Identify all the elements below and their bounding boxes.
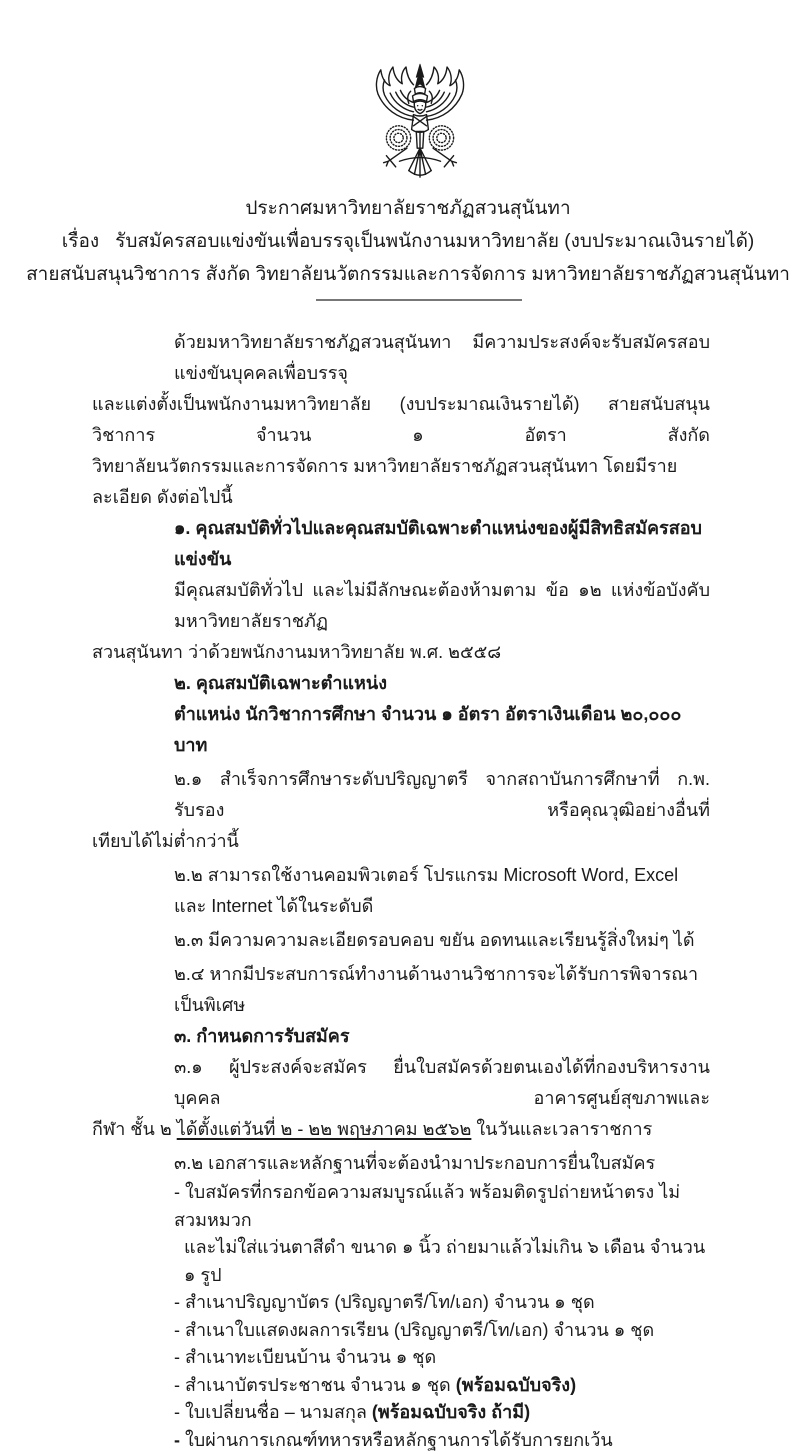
item-3-2: ๓.๒ เอกสารและหลักฐานที่จะต้องนำมาประกอบการยื่นใบสมัคร <box>92 1148 710 1179</box>
document-list-item-6 <box>92 1399 710 1427</box>
document-list-item-1: - ใบสมัครที่กรอกข้อความสมบูรณ์แล้ว พร้อมติดรูปถ่ายหน้าตรง ไม่สวมหมวก <box>92 1179 710 1234</box>
subject-label: เรื่อง <box>62 231 99 252</box>
announcement-org-line: ประกาศมหาวิทยาลัยราชภัฏสวนสุนันทา <box>8 192 808 225</box>
item-2-4: ๒.๔ หากมีประสบการณ์ทำงานด้านงานวิชาการจะได้รับการพิจารณาเป็นพิเศษ <box>92 959 710 1021</box>
item-2-3: ๒.๓ มีความความละเอียดรอบคอบ ขยัน อดทนและเรียนรู้สิ่งใหม่ๆ ได้ <box>92 925 710 956</box>
document-list-item-2: - สำเนาปริญญาบัตร (ปริญญาตรี/โท/เอก) จำนวน ๑ ชุด <box>92 1289 710 1317</box>
announcement-unit-line: สายสนับสนุนวิชาการ สังกัด วิทยาลัยนวัตกรรมและการจัดการ มหาวิทยาลัยราชภัฏสวนสุนันทา <box>8 258 808 291</box>
item-3-1-line-1: ๓.๑ ผู้ประสงค์จะสมัคร ยื่นใบสมัครด้วยตนเองได้ที่กองบริหารงานบุคคล อาคารศูนย์สุขภาพและ <box>92 1052 710 1114</box>
section-2-heading: ๒. คุณสมบัติเฉพาะตำแหน่ง <box>92 668 710 699</box>
document-list-item-5 <box>92 1372 710 1400</box>
intro-line-2: และแต่งตั้งเป็นพนักงานมหาวิทยาลัย (งบประมาณเงินรายได้) สายสนับสนุนวิชาการ จำนวน ๑ อัตรา สังกัด <box>92 389 710 451</box>
item-2-1-line-2: เทียบได้ไม่ต่ำกว่านี้ <box>92 826 710 857</box>
intro-line-3: วิทยาลัยนวัตกรรมและการจัดการ มหาวิทยาลัยราชภัฏสวนสุนันทา โดยมีรายละเอียด ดังต่อไปนี้ <box>92 451 710 513</box>
section-1-line-1: มีคุณสมบัติทั่วไป และไม่มีลักษณะต้องห้ามตาม ข้อ ๑๒ แห่งข้อบังคับมหาวิทยาลัยราชภัฏ <box>92 575 710 637</box>
document-list-item-4: - สำเนาทะเบียนบ้าน จำนวน ๑ ชุด <box>92 1344 710 1372</box>
subject-text: รับสมัครสอบแข่งขันเพื่อบรรจุเป็นพนักงานมหาวิทยาลัย (งบประมาณเงินรายได้) <box>115 231 754 252</box>
intro-line-1: ด้วยมหาวิทยาลัยราชภัฏสวนสุนันทา มีความประสงค์จะรับสมัครสอบแข่งขันบุคคลเพื่อบรรจุ <box>92 327 710 389</box>
application-place-text: กีฬา ชั้น ๒ <box>92 1119 177 1139</box>
list-dash: - <box>174 1430 185 1450</box>
with-original-if-any-note: (พร้อมฉบับจริง ถ้ามี) <box>372 1402 530 1422</box>
document-title-block <box>8 192 808 291</box>
header-divider-line <box>316 299 522 301</box>
document-list-item-1-cont: และไม่ใส่แว่นตาสีดำ ขนาด ๑ นิ้ว ถ่ายมาแล้วไม่เกิน ๖ เดือน จำนวน ๑ รูป <box>92 1234 710 1289</box>
section-1-heading: ๑. คุณสมบัติทั่วไปและคุณสมบัติเฉพาะตำแหน่งของผู้มีสิทธิสมัครสอบแข่งขัน <box>92 513 710 575</box>
document-list-item-3: - สำเนาใบแสดงผลการเรียน (ปริญญาตรี/โท/เอก) จำนวน ๑ ชุด <box>92 1317 710 1345</box>
document-list-item-7 <box>92 1427 710 1454</box>
section-3-heading: ๓. กำหนดการรับสมัคร <box>92 1021 710 1052</box>
position-salary-line: ตำแหน่ง นักวิชาการศึกษา จำนวน ๑ อัตรา อัตราเงินเดือน ๒๐,๐๐๐ บาท <box>92 699 710 761</box>
item-3-1-line-2 <box>92 1114 710 1145</box>
item-2-1-line-1: ๒.๑ สำเร็จการศึกษาระดับปริญญาตรี จากสถาบันการศึกษาที่ ก.พ. รับรอง หรือคุณวุฒิอย่างอื่นที่ <box>92 764 710 826</box>
document-page <box>0 62 800 1194</box>
item-2-2: ๒.๒ สามารถใช้งานคอมพิวเตอร์ โปรแกรม Microsoft Word, Excel และ Internet ได้ในระดับดี <box>92 860 710 922</box>
section-1-line-2: สวนสุนันทา ว่าด้วยพนักงานมหาวิทยาลัย พ.ศ. ๒๕๕๘ <box>92 637 710 668</box>
name-change-cert-text: - ใบเปลี่ยนชื่อ – นามสกุล <box>174 1402 372 1422</box>
announcement-subject-line <box>8 225 808 258</box>
id-card-copy-text: - สำเนาบัตรประชาชน จำนวน ๑ ชุด <box>174 1375 456 1395</box>
military-exemption-text: ใบผ่านการเกณฑ์ทหารหรือหลักฐานการได้รับการยกเว้น <box>185 1430 613 1450</box>
application-period-underlined: ได้ตั้งแต่วันที่ ๒ - ๒๒ พฤษภาคม ๒๕๖๒ <box>177 1119 472 1139</box>
with-original-note: (พร้อมฉบับจริง) <box>456 1375 576 1395</box>
garuda-emblem-icon <box>364 62 476 184</box>
application-time-text: ในวันและเวลาราชการ <box>471 1119 652 1139</box>
document-body <box>92 327 710 1454</box>
